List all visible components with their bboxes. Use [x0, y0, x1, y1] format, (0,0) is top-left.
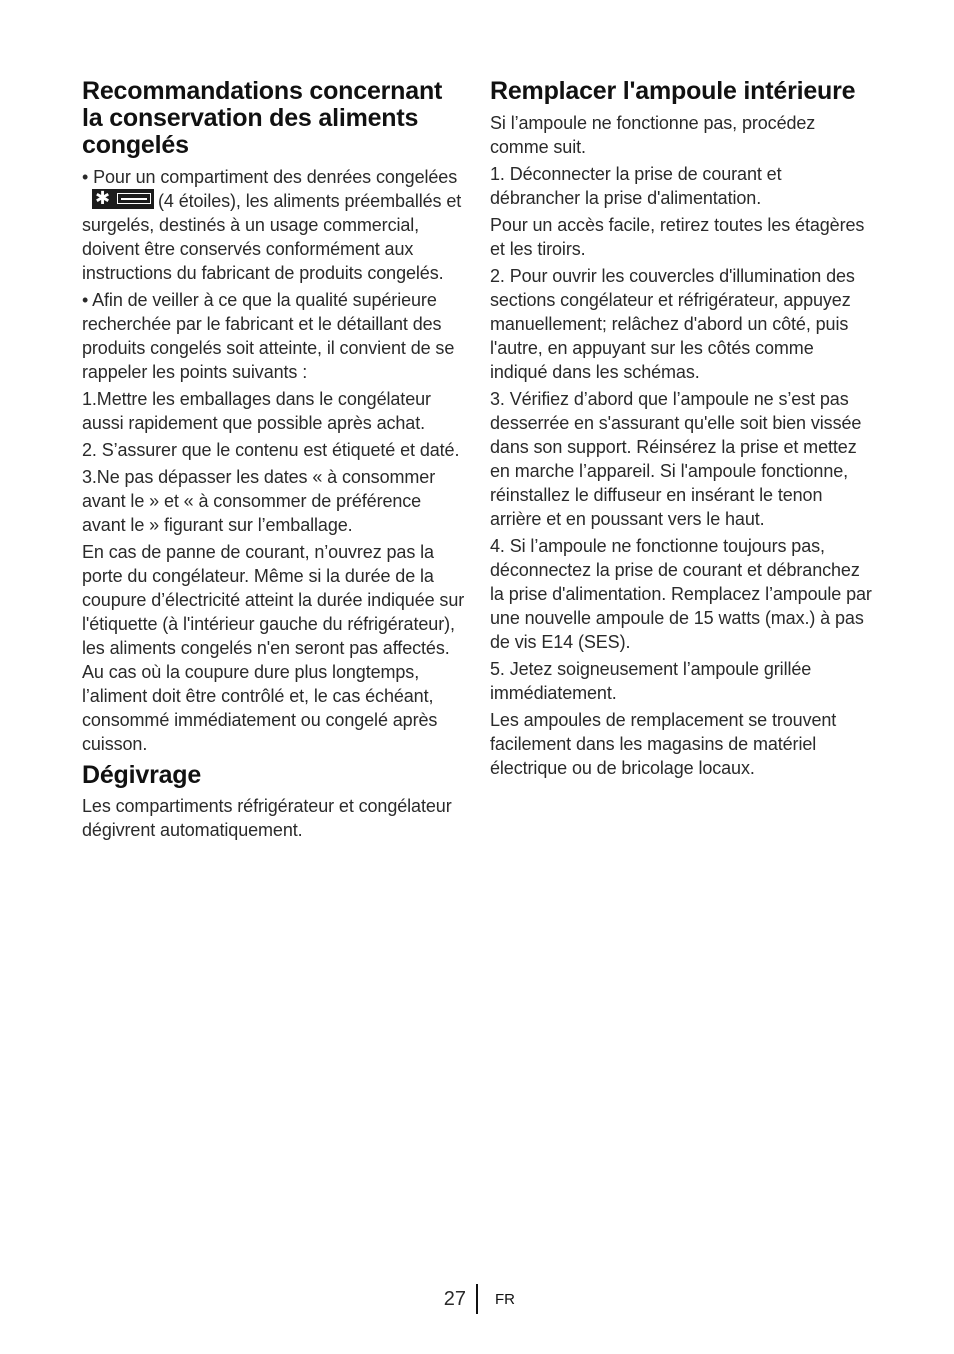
paragraph-four-star	[82, 165, 466, 285]
paragraph-disconnect: 1. Déconnecter la prise de courant et débrancher la prise d'alimentation.	[490, 164, 782, 208]
paragraph-step-3: 3.Ne pas dépasser les dates « à consommer avant le » et « à consommer de préférence avant le » figurant sur l’emballage.	[82, 467, 436, 535]
left-column	[82, 76, 466, 845]
heading-replace-bulb: Remplacer l'ampoule intérieure	[490, 77, 856, 105]
paragraph-step-2: 2. S’assurer que le contenu est étiqueté et daté.	[82, 440, 460, 460]
paragraph-availability: Les ampoules de remplacement se trouvent facilement dans les magasins de matériel électrique ou de bricolage locaux.	[490, 710, 837, 778]
page-footer	[0, 1284, 954, 1314]
paragraph-access: Pour un accès facile, retirez toutes les étagères et les tiroirs.	[490, 215, 865, 259]
paragraph-power-outage: En cas de panne de courant, n’ouvrez pas la porte du congélateur. Même si la durée de la coupure d’électricité atteint la durée indiquée sur l'étiquette (à l'intérieur gauche du réfrigérateur), les aliments congelés n'en seront pas affectés. Au cas où la coupure dure plus longtemps, l’aliment doit être contrôlé et, le cas échéant, consommé immédiatement ou congelé après cuisson.	[82, 542, 465, 754]
paragraph-check-bulb: 3. Vérifiez d’abord que l’ampoule ne s’est pas desserrée en s'assurant qu'elle soit bien vissée dans son support. Réinsérez la prise et mettez en marche l’appareil. Si l'ampoule fonctionne, réinstallez le diffuseur en insérant le tenon arrière et en poussant vers le haut.	[490, 389, 862, 529]
language-code: FR	[495, 1291, 515, 1308]
paragraph-intro: Si l’ampoule ne fonctionne pas, procédez comme suit.	[490, 113, 816, 157]
heading-frozen-food: Recommandations concernant la conservation des aliments congelés	[82, 77, 443, 159]
four-star-freezer-icon: ✱	[92, 189, 154, 209]
paragraph-quality: • Afin de veiller à ce que la qualité supérieure recherchée par le fabricant et le détaillant des produits congelés soit atteinte, il convient de se rappeler les points suivants :	[82, 290, 455, 382]
right-column	[490, 76, 874, 783]
text-after-icon: (4 étoiles), les aliments préemballés et surgelés, destinés à un usage commercial, doivent être conservés conformément aux instructions du fabricant de produits congelés.	[82, 191, 462, 283]
paragraph-dispose: 5. Jetez soigneusement l’ampoule grillée immédiatement.	[490, 659, 812, 703]
page-number: 27	[443, 1288, 466, 1310]
paragraph-step-1: 1.Mettre les emballages dans le congélateur aussi rapidement que possible après achat.	[82, 389, 431, 433]
heading-defrost: Dégivrage	[82, 761, 202, 789]
paragraph-replace: 4. Si l’ampoule ne fonctionne toujours pas, déconnectez la prise de courant et débranchez la prise d'alimentation. Remplacez l’ampoule par une nouvelle ampoule de 15 watts (max.) à pas de vis E14 (SES).	[490, 536, 872, 652]
footer-divider	[476, 1284, 478, 1314]
paragraph-open-covers: 2. Pour ouvrir les couvercles d'illumination des sections congélateur et réfrigérateur, appuyez manuellement; relâchez d'abord un côté, puis l'autre, en appuyant sur les côtés comme indiqué dans les schémas.	[490, 266, 855, 382]
text-before-icon: • Pour un compartiment des denrées congelées	[82, 167, 458, 187]
paragraph-defrost: Les compartiments réfrigérateur et congélateur dégivrent automatiquement.	[82, 796, 452, 840]
